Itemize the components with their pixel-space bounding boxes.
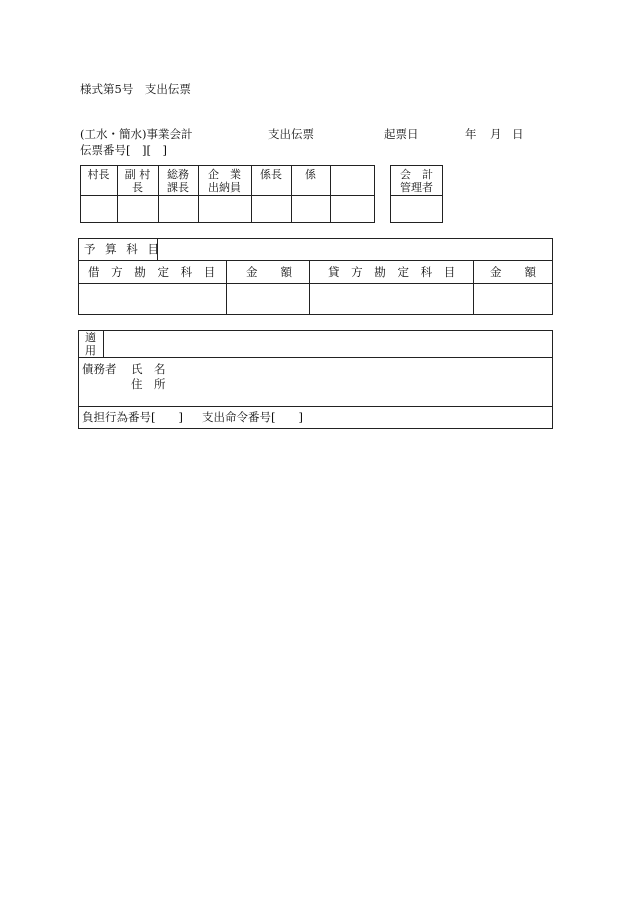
- accountant-label: 会 計 管理者: [400, 168, 433, 194]
- approval-col-section-chief: 係長: [260, 168, 282, 181]
- approval-col-village-chief: 村長: [87, 168, 110, 181]
- budget-item-label: 予 算 科 目: [84, 242, 162, 256]
- amount-label-credit: 金 額: [490, 265, 536, 279]
- month-label: 月: [490, 127, 502, 141]
- summary-label: 適 用: [85, 331, 96, 357]
- approval-col-deputy-chief: 副 村 長: [124, 168, 151, 194]
- debtor-label: 債務者: [82, 362, 117, 376]
- form-title: 様式第5号 支出伝票: [80, 82, 191, 96]
- payment-order-number-label: 支出命令番号[ ]: [202, 410, 303, 424]
- document-title: 支出伝票: [268, 127, 314, 141]
- debit-account-label: 借 方 勘 定 科 目: [88, 265, 220, 279]
- commitment-number-label: 負担行為番号[ ]: [82, 410, 183, 424]
- day-label: 日: [512, 127, 524, 141]
- credit-account-label: 貸 方 勘 定 科 目: [328, 265, 460, 279]
- debtor-name-label: 氏 名: [131, 362, 166, 376]
- approval-col-general-affairs: 総務 課長: [167, 168, 189, 194]
- accounting-name: (工水・簡水)事業会計: [80, 127, 193, 141]
- year-label: 年: [465, 127, 477, 141]
- debtor-address-label: 住 所: [131, 377, 166, 391]
- approval-col-staff: 係: [305, 168, 316, 181]
- amount-label-debit: 金 額: [246, 265, 292, 279]
- approval-col-enterprise-cashier: 企 業 出納員: [208, 168, 241, 194]
- voucher-number-label: 伝票番号[ ][ ]: [80, 143, 167, 157]
- issue-date-label: 起票日: [384, 127, 419, 141]
